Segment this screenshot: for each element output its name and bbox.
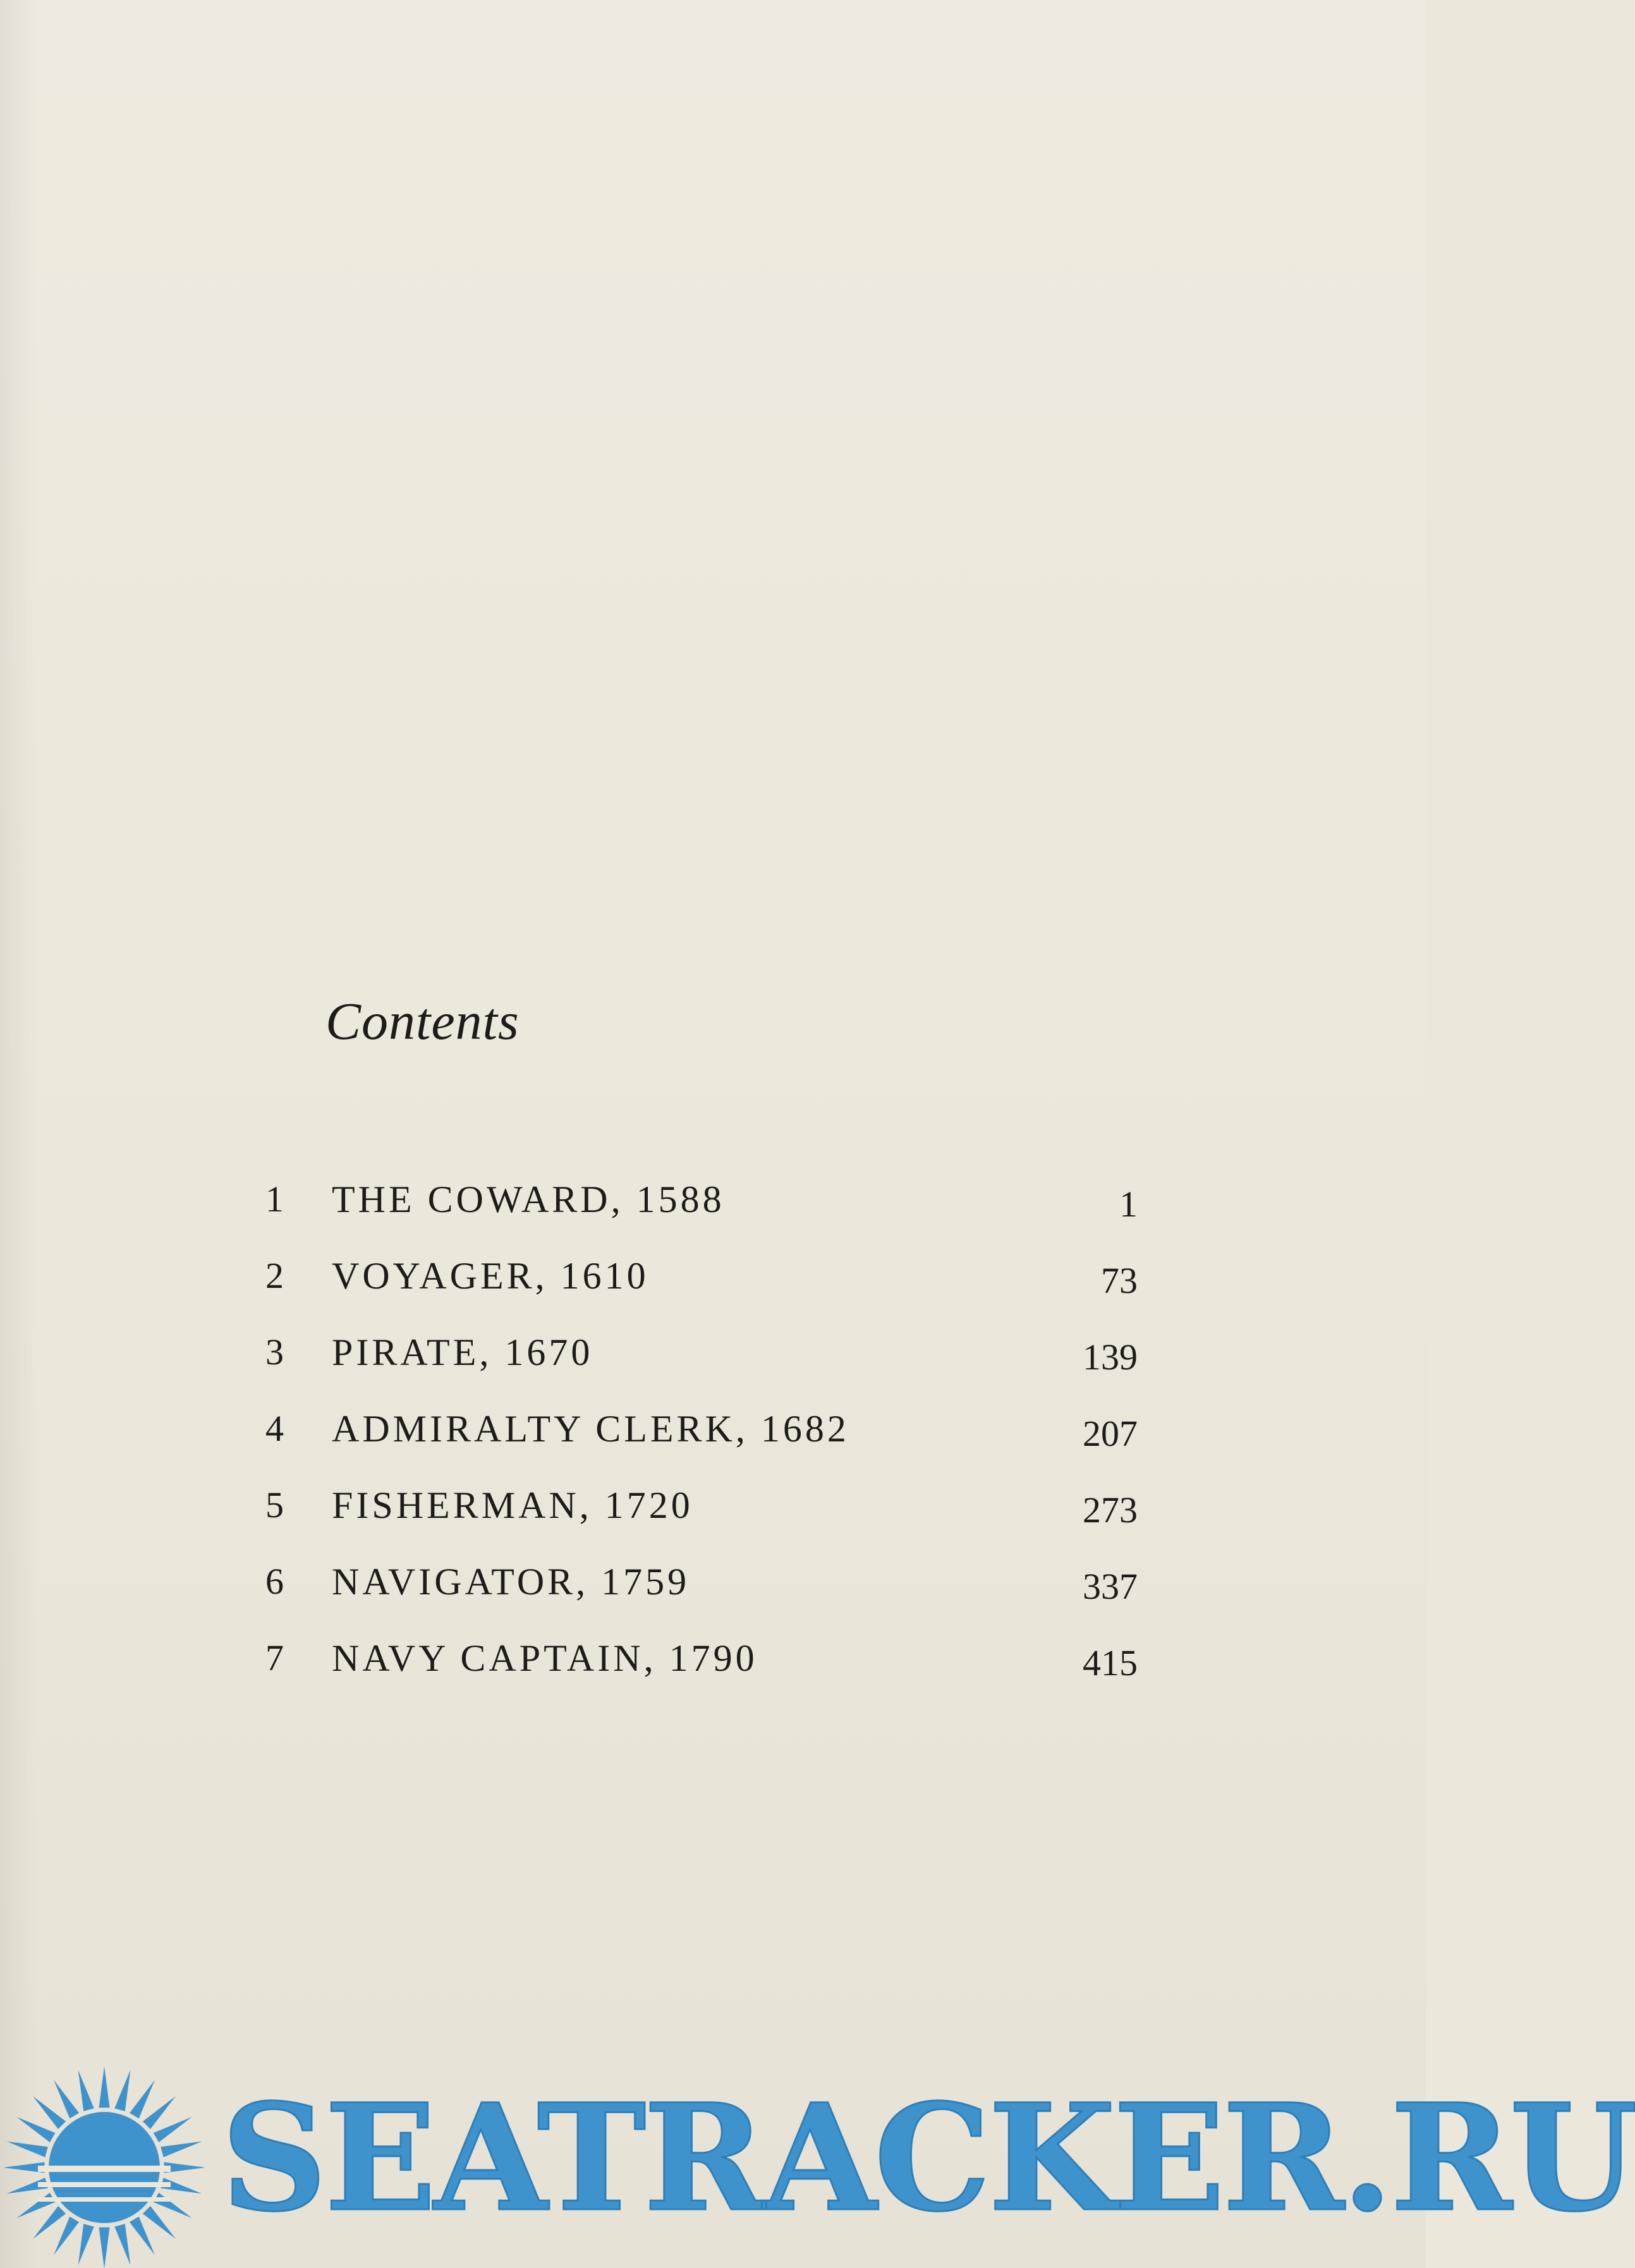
watermark — [0, 2057, 1635, 2268]
toc-entry — [265, 1244, 1138, 1321]
chapter-number: 2 — [265, 1255, 284, 1296]
chapter-title: PIRATE, 1670 — [332, 1331, 593, 1373]
chapter-number: 7 — [265, 1637, 284, 1678]
toc-entry — [265, 1550, 1138, 1627]
sun-ray — [16, 2117, 55, 2142]
sun-ray — [33, 2096, 66, 2129]
sun-ray — [143, 2206, 176, 2239]
chapter-title: NAVY CAPTAIN, 1790 — [332, 1637, 758, 1679]
chapter-number: 1 — [265, 1179, 284, 1220]
sun-ray — [161, 2142, 202, 2157]
chapter-page-number: 73 — [1101, 1260, 1138, 1301]
sun-ray — [33, 2206, 66, 2239]
toc-entry — [265, 1321, 1138, 1397]
table-of-contents — [265, 1168, 1138, 1703]
chapter-number: 5 — [265, 1484, 284, 1525]
sun-ray — [130, 2217, 155, 2255]
chapter-page-number: 415 — [1083, 1642, 1138, 1683]
sun-ray — [114, 2070, 130, 2111]
chapter-title: NAVIGATOR, 1759 — [332, 1561, 690, 1603]
sun-ray — [99, 2066, 109, 2107]
sun-ray — [78, 2224, 94, 2265]
chapter-title: ADMIRALTY CLERK, 1682 — [332, 1408, 849, 1450]
sun-ray — [6, 2142, 47, 2157]
sun-ray — [143, 2096, 176, 2129]
chapter-page-number: 273 — [1083, 1489, 1138, 1531]
chapter-number: 6 — [265, 1561, 284, 1602]
chapter-page-number: 207 — [1083, 1413, 1138, 1454]
sun-logo-icon — [0, 2057, 209, 2265]
chapter-page-number: 337 — [1083, 1566, 1138, 1607]
watermark-text: SEATRACKER.RU — [221, 2071, 1635, 2244]
chapter-page-number: 1 — [1119, 1184, 1138, 1225]
chapter-page-number: 139 — [1083, 1337, 1138, 1378]
sun-ray — [78, 2070, 94, 2111]
sun-ray — [114, 2224, 130, 2265]
sun-ray — [16, 2193, 55, 2218]
toc-entry — [265, 1474, 1138, 1550]
chapter-title: THE COWARD, 1588 — [332, 1179, 725, 1220]
toc-entry — [265, 1397, 1138, 1474]
sun-ray — [154, 2193, 192, 2218]
sun-ray — [130, 2080, 155, 2118]
chapter-title: VOYAGER, 1610 — [332, 1255, 649, 1297]
toc-entry — [265, 1168, 1138, 1244]
chapter-number: 4 — [265, 1408, 284, 1449]
sun-ray — [154, 2117, 192, 2142]
chapter-title: FISHERMAN, 1720 — [332, 1484, 693, 1526]
sun-ray — [54, 2080, 79, 2118]
page-gutter-shadow — [0, 0, 38, 2268]
sun-ray — [99, 2228, 109, 2268]
toc-entry — [265, 1627, 1138, 1703]
chapter-number: 3 — [265, 1331, 284, 1373]
sun-ray — [54, 2217, 79, 2255]
page-title: Contents — [325, 992, 520, 1051]
